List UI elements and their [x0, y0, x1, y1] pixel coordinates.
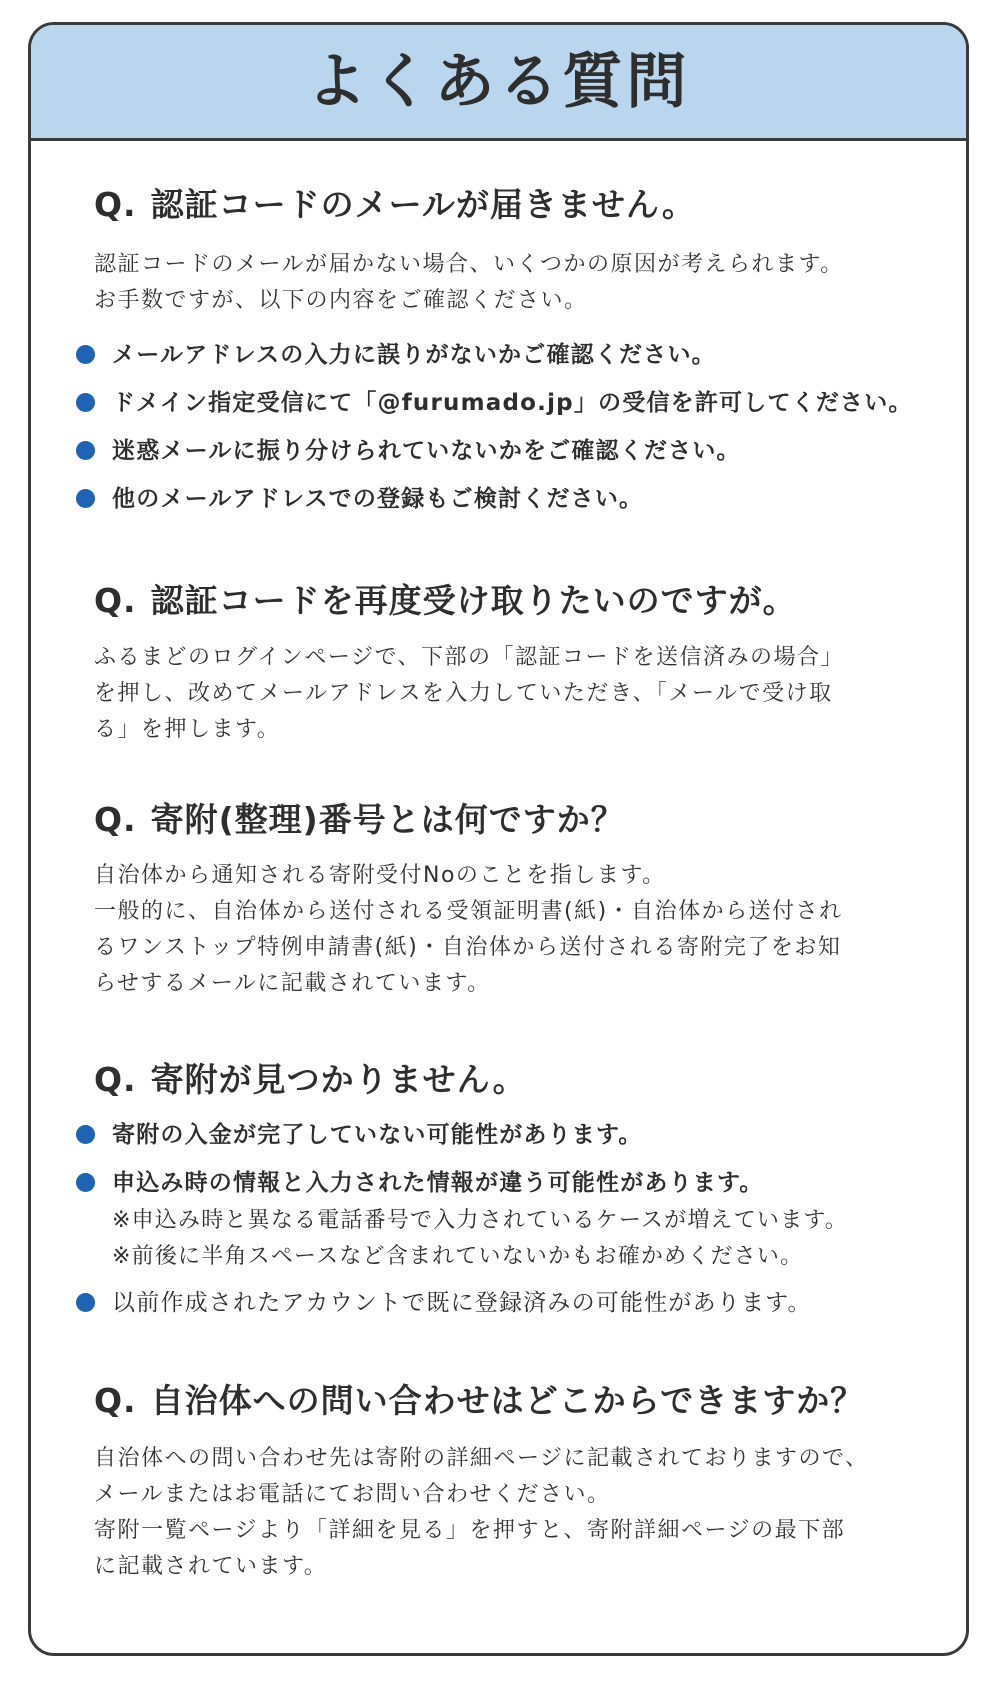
- answer-line: お手数ですが、以下の内容をご確認ください。: [94, 287, 588, 313]
- answer-line: を押し、改めてメールアドレスを入力していただき、「メールで受け取: [94, 681, 833, 707]
- faq-list: [31, 141, 966, 1585]
- q-mark: Q.: [94, 185, 137, 224]
- bullet-item: [76, 335, 926, 375]
- faq-item-email-not-received: [94, 141, 926, 519]
- bullet-note: ※申込み時と異なる電話番号で入力されているケースが増えています。: [112, 1208, 848, 1234]
- bullet-text: 寄附の入金が完了していない可能性があります。: [112, 1122, 643, 1149]
- bullet-item: [76, 383, 926, 423]
- answer-line: 認証コードのメールが届かない場合、いくつかの原因が考えられます。: [94, 251, 844, 277]
- bullet-text: メールアドレスの入力に誤りがないかご確認ください。: [112, 341, 716, 368]
- bullet-list: [76, 335, 926, 519]
- question-text: 寄附が見つかりません。: [150, 1059, 527, 1099]
- answer-line: ふるまどのログインページで、下部の「認証コードを送信済みの場合」: [94, 645, 845, 671]
- bullet-text: ドメイン指定受信にて「@furumado.jp」の受信を許可してください。: [112, 389, 913, 416]
- faq-answer: [94, 1441, 926, 1585]
- bullet-dot-icon: [76, 345, 95, 364]
- answer-line: る」を押します。: [94, 717, 281, 743]
- bullet-dot-icon: [76, 489, 95, 508]
- faq-question: [94, 185, 926, 225]
- faq-question: [94, 1060, 926, 1100]
- bullet-dot-icon: [76, 1173, 95, 1192]
- bullet-dot-icon: [76, 393, 95, 412]
- answer-line: るワンストップ特例申請書(紙)・自治体から送付される寄附完了をお知: [94, 934, 842, 960]
- bullet-list: [76, 1115, 926, 1323]
- answer-line: らせするメールに記載されています。: [94, 970, 491, 996]
- faq-item-donation-not-found: [94, 1002, 926, 1324]
- bullet-dot-icon: [76, 1125, 95, 1144]
- faq-item-resend-code: [94, 519, 926, 749]
- bullet-dot-icon: [76, 441, 95, 460]
- faq-answer: [94, 858, 926, 1002]
- bullet-item: [76, 431, 926, 471]
- bullet-text: 他のメールアドレスでの登録もご検討ください。: [112, 485, 644, 512]
- faq-answer: [94, 640, 926, 748]
- faq-item-donation-number: [94, 748, 926, 1002]
- q-mark: Q.: [94, 1059, 137, 1099]
- bullet-dot-icon: [76, 1293, 95, 1312]
- answer-line: 自治体から通知される寄附受付Noのことを指します。: [94, 862, 666, 888]
- question-text: 認証コードのメールが届きません。: [150, 185, 696, 224]
- answer-line: に記載されています。: [94, 1553, 328, 1579]
- question-text: 認証コードを再度受け取りたいのですが。: [150, 580, 797, 620]
- bullet-text: 申込み時の情報と入力された情報が違う可能性があります。: [112, 1170, 764, 1197]
- faq-question: [94, 1381, 926, 1421]
- page-title: よくある質問: [306, 46, 691, 117]
- faq-card: [28, 22, 969, 1656]
- answer-line: 自治体への問い合わせ先は寄附の詳細ページに記載されておりますので、: [94, 1445, 869, 1471]
- bullet-item: [76, 1163, 926, 1275]
- faq-question: [94, 581, 926, 621]
- faq-answer: [94, 247, 926, 319]
- question-text: 自治体への問い合わせはどこからできますか？: [150, 1381, 865, 1421]
- bullet-item: [76, 1283, 926, 1323]
- q-mark: Q.: [94, 1381, 137, 1421]
- bullet-text: 以前作成されたアカウントで既に登録済みの可能性があります。: [112, 1290, 812, 1317]
- faq-item-municipality-contact: [94, 1323, 926, 1585]
- bullet-item: [76, 479, 926, 519]
- answer-line: メールまたはお電話にてお問い合わせください。: [94, 1481, 611, 1507]
- faq-header: [31, 25, 966, 141]
- q-mark: Q.: [94, 580, 137, 620]
- bullet-item: [76, 1115, 926, 1155]
- faq-question: [94, 800, 926, 840]
- answer-line: 一般的に、自治体から送付される受領証明書(紙)・自治体から送付され: [94, 898, 843, 924]
- q-mark: Q.: [94, 800, 137, 840]
- bullet-note: ※前後に半角スペースなど含まれていないかもお確かめください。: [112, 1244, 804, 1270]
- bullet-text: 迷惑メールに振り分けられていないかをご確認ください。: [112, 437, 741, 464]
- answer-line: 寄附一覧ページより「詳細を見る」を押すと、寄附詳細ページの最下部: [94, 1517, 846, 1543]
- question-text: 寄附(整理)番号とは何ですか？: [150, 800, 625, 840]
